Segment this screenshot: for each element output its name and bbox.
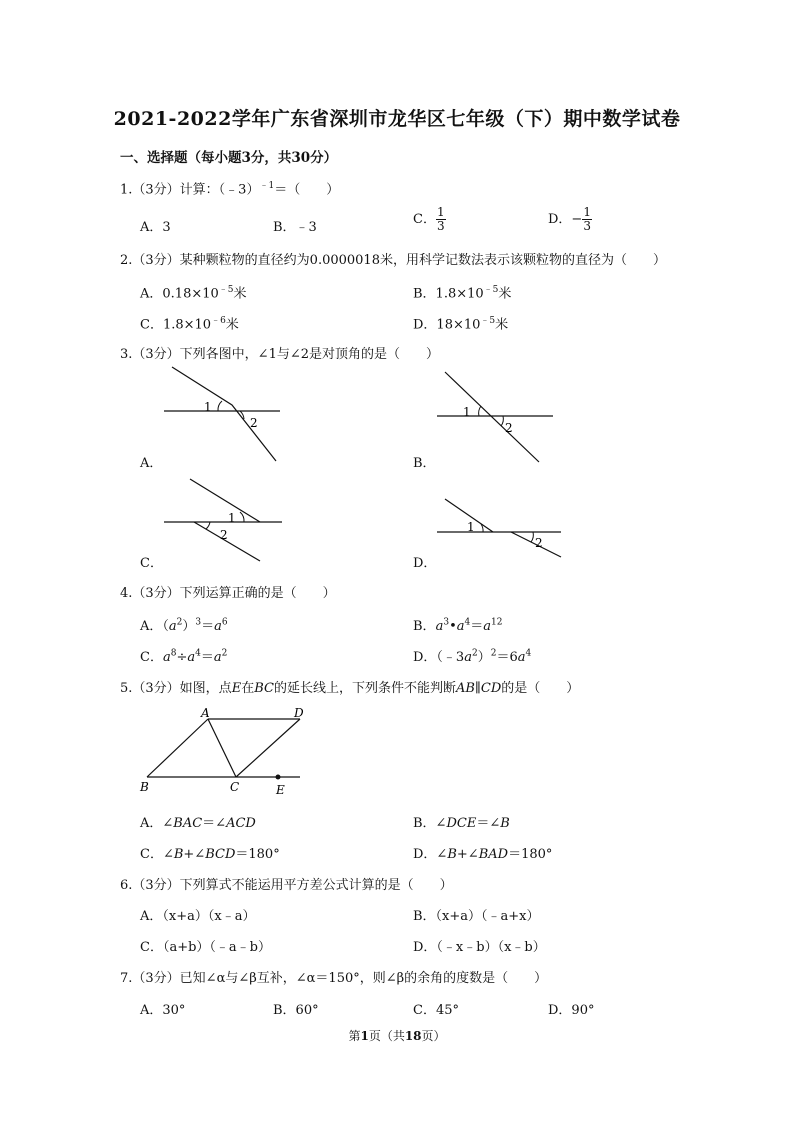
question-2-stem: 2.（3分）某种颗粒物的直径约为0.0000018米，用科学记数法表示该颗粒物的直径为（ ）	[120, 253, 666, 268]
q5-option-c[interactable]: C．∠B+∠BCD＝180°	[140, 847, 280, 862]
angle-2-label: 2	[505, 421, 513, 435]
point-c-label: C	[230, 780, 240, 794]
q3-figure-b	[435, 370, 560, 465]
point-d-label: D	[294, 706, 304, 720]
q1-option-b[interactable]: B．﹣3	[273, 220, 317, 235]
point-a-label: A	[201, 706, 210, 720]
angle-1-label: 1	[467, 520, 475, 534]
q3-option-d[interactable]: D．	[413, 556, 437, 571]
angle-2-label: 2	[220, 528, 228, 542]
angle-1-label: 1	[463, 405, 471, 419]
q2-option-b[interactable]: B．$1.8\times 10^{﹣5}$米	[413, 285, 512, 302]
q1-option-a[interactable]: A．3	[140, 220, 171, 235]
question-4-stem: 4.（3分）下列运算正确的是（ ）	[120, 586, 336, 601]
section-heading: 一、选择题（每小题3分，共30分）	[120, 150, 338, 166]
angle-1-label: 1	[228, 511, 236, 525]
q2-option-a[interactable]: A．$0.18\times 10^{﹣5}$米	[140, 285, 247, 302]
q3-option-a[interactable]: A．	[140, 456, 163, 471]
q7-option-b[interactable]: B．60°	[273, 1003, 319, 1018]
q6-option-d[interactable]: D．（﹣x﹣b）（x﹣b）	[413, 940, 546, 955]
page-footer: 第1页（共18页）	[348, 1029, 446, 1043]
q7-option-c[interactable]: C．45°	[413, 1003, 459, 1018]
q1-option-d[interactable]: D．− $\frac{1}{3}$	[548, 205, 591, 233]
q4-option-c[interactable]: C．$a^8\div a^4=a^2$	[140, 648, 228, 665]
q3-option-b[interactable]: B．	[413, 456, 436, 471]
q3-figure-d	[435, 495, 565, 560]
question-1-stem: 1.（3分）计算：（﹣3）$^{﹣1}$＝（ ）	[120, 181, 340, 198]
question-5-stem: 5.（3分）如图，点E在BC的延长线上，下列条件不能判断AB∥CD的是（ ）	[120, 681, 580, 696]
q2-option-c[interactable]: C．$1.8\times 10^{﹣6}$米	[140, 316, 239, 333]
q4-option-a[interactable]: A．$(a^2)^3=a^6$	[140, 617, 228, 634]
q4-option-d[interactable]: D．$(﹣3a^2)^2=6a^4$	[413, 648, 532, 665]
point-e-label: E	[276, 783, 285, 797]
q3-figure-a	[160, 365, 290, 465]
q5-figure	[135, 700, 315, 800]
q5-option-d[interactable]: D．∠B+∠BAD＝180°	[413, 847, 553, 862]
q3-figure-c	[160, 475, 290, 565]
question-6-stem: 6.（3分）下列算式不能运用平方差公式计算的是（ ）	[120, 878, 453, 893]
q6-option-c[interactable]: C．（a+b）（﹣a﹣b）	[140, 940, 271, 955]
q3-option-c[interactable]: C．	[140, 556, 163, 571]
fraction: $\frac{1}{3}$	[436, 205, 445, 233]
angle-2-label: 2	[535, 536, 543, 550]
angle-2-label: 2	[250, 416, 258, 430]
angle-1-label: 1	[204, 400, 212, 414]
q7-option-a[interactable]: A．30°	[140, 1003, 186, 1018]
q4-option-b[interactable]: B．$a^3•a^4=a^{12}$	[413, 617, 503, 634]
q5-option-b[interactable]: B．∠DCE＝∠B	[413, 816, 510, 831]
page-title: 2021-2022学年广东省深圳市龙华区七年级（下）期中数学试卷	[113, 108, 681, 130]
question-3-stem: 3.（3分）下列各图中，∠1与∠2是对顶角的是（ ）	[120, 347, 440, 362]
point-b-label: B	[140, 780, 149, 794]
question-7-stem: 7.（3分）已知∠α与∠β互补，∠α＝150°，则∠β的余角的度数是（ ）	[120, 971, 548, 986]
q1-option-c[interactable]: C． $\frac{1}{3}$	[413, 205, 445, 233]
q6-option-a[interactable]: A．（x+a）（x﹣a）	[140, 909, 256, 924]
q6-option-b[interactable]: B．（x+a）（﹣a+x）	[413, 909, 540, 924]
q5-option-a[interactable]: A．∠BAC＝∠ACD	[140, 816, 256, 831]
fraction: $\frac{1}{3}$	[583, 205, 591, 233]
q2-option-d[interactable]: D．$18\times 10^{﹣5}$米	[413, 316, 509, 333]
q7-option-d[interactable]: D．90°	[548, 1003, 595, 1018]
